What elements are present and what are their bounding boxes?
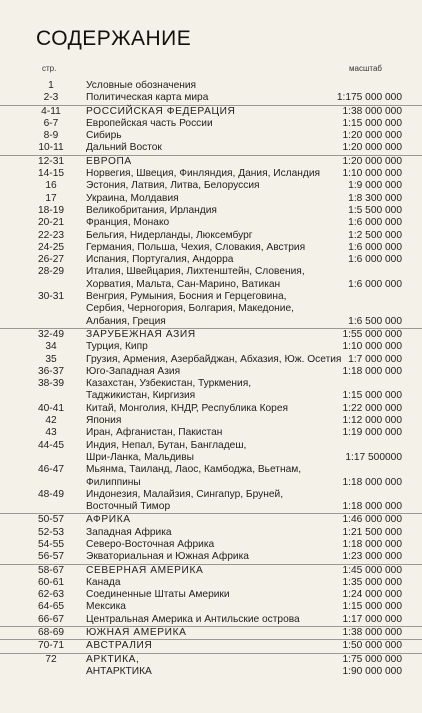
page-number: 22-23: [37, 229, 65, 241]
map-scale: 1:175 000 000: [336, 92, 402, 104]
page-number: 48-49: [37, 488, 65, 500]
page-number: 10-11: [38, 142, 64, 154]
map-scale: 1:15 000 000: [342, 390, 402, 402]
contents-row: [0, 577, 422, 589]
entry-title: РОССИЙСКАЯ ФЕДЕРАЦИЯ: [86, 105, 236, 117]
entry-title: АВСТРАЛИЯ: [86, 640, 153, 652]
page-number: 60-61: [37, 576, 65, 588]
entry-title: Индонезия, Малайзия, Сингапур, Бруней,: [86, 488, 284, 500]
map-scale: 1:35 000 000: [342, 576, 402, 588]
contents-row: [0, 118, 422, 130]
page-number: 20-21: [37, 217, 65, 229]
page-number: 8-9: [43, 130, 59, 142]
entry-title: Албания, Греция: [86, 315, 166, 327]
map-scale: 1:22 000 000: [342, 402, 402, 414]
entry-title: АРКТИКА,: [86, 653, 140, 665]
contents-row: [0, 242, 422, 254]
entry-title: Украина, Молдавия: [86, 192, 179, 204]
contents-row: [0, 589, 422, 601]
page-number: 50-57: [37, 514, 65, 526]
map-scale: 1:6 000 000: [348, 241, 402, 253]
contents-row: [0, 142, 422, 154]
entry-title: АНТАРКТИКА: [86, 665, 152, 677]
contents-row: [0, 539, 422, 551]
contents-row: [0, 316, 422, 328]
page-number: 16: [45, 180, 57, 192]
contents-row: [0, 551, 422, 563]
map-scale: 1:45 000 000: [342, 564, 402, 576]
entry-title: Центральная Америка и Антильские острова: [86, 613, 300, 625]
entry-title: СЕВЕРНАЯ АМЕРИКА: [86, 564, 204, 576]
entry-title: Восточный Тимор: [86, 501, 171, 513]
map-scale: 1:17 000 000: [342, 613, 402, 625]
contents-row: [0, 366, 422, 378]
map-scale: 1:38 000 000: [342, 105, 402, 117]
pages-column-header: стр.: [42, 64, 57, 73]
entry-title: Испания, Португалия, Андорра: [86, 254, 234, 266]
contents-row: [0, 230, 422, 242]
contents-row: [0, 279, 422, 291]
contents-row: [0, 477, 422, 489]
page-number: 56-57: [37, 551, 65, 563]
map-scale: 1:8 300 000: [348, 192, 402, 204]
contents-list: [0, 80, 422, 678]
contents-row: [0, 205, 422, 217]
entry-title: Дальний Восток: [86, 142, 162, 154]
page-number: 17: [45, 192, 57, 204]
entry-title: Казахстан, Узбекистан, Туркмения,: [86, 378, 252, 390]
map-scale: 1:20 000 000: [342, 142, 402, 154]
entry-title: Эстония, Латвия, Литва, Белоруссия: [86, 180, 260, 192]
page-number: 2-3: [43, 92, 59, 104]
contents-row: [0, 180, 422, 192]
entry-title: Япония: [86, 415, 122, 427]
contents-row: [0, 303, 422, 315]
contents-row: [0, 254, 422, 266]
entry-title: Норвегия, Швеция, Финляндия, Дания, Исландия: [86, 168, 321, 180]
map-scale: 1:46 000 000: [342, 514, 402, 526]
contents-row: [0, 489, 422, 501]
contents-row: [0, 403, 422, 415]
page-number: 58-67: [37, 564, 65, 576]
entry-title: АФРИКА: [86, 514, 131, 526]
page-number: 68-69: [37, 627, 65, 639]
contents-row: [0, 626, 422, 639]
page-number: 14-15: [37, 168, 65, 180]
contents-row: [0, 105, 422, 118]
map-scale: 1:21 500 000: [342, 526, 402, 538]
page-number: 24-25: [37, 241, 65, 253]
entry-title: Франция, Монако: [86, 217, 170, 229]
contents-row: [0, 639, 422, 652]
map-scale: 1:10 000 000: [342, 168, 402, 180]
map-scale: 1:19 000 000: [342, 427, 402, 439]
page-number: 40-41: [37, 402, 65, 414]
entry-title: Хорватия, Мальта, Сан-Марино, Ватикан: [86, 278, 281, 290]
contents-row: [0, 217, 422, 229]
map-scale: 1:24 000 000: [342, 589, 402, 601]
map-scale: 1:15 000 000: [342, 117, 402, 129]
map-scale: 1:12 000 000: [342, 415, 402, 427]
map-scale: 1:7 000 000: [348, 353, 402, 365]
contents-row: [0, 193, 422, 205]
page-number: 30-31: [37, 291, 65, 303]
entry-title: Сербия, Черногория, Болгария, Македоние,: [86, 303, 294, 315]
entry-title: Италия, Швейцария, Лихтенштейн, Словения,: [86, 266, 305, 278]
scale-column-header: масштаб: [349, 64, 382, 73]
page-number: 18-19: [37, 204, 65, 216]
map-scale: 1:15 000 000: [342, 601, 402, 613]
entry-title: Северо-Восточная Африка: [86, 538, 215, 550]
contents-row: [0, 354, 422, 366]
page-number: 35: [45, 353, 57, 365]
contents-row: [0, 601, 422, 613]
contents-row: [0, 614, 422, 626]
page-number: 34: [45, 341, 57, 353]
entry-title: ЮЖНАЯ АМЕРИКА: [86, 627, 187, 639]
entry-title: Западная Африка: [86, 526, 172, 538]
page-number: 36-37: [37, 365, 65, 377]
map-scale: 1:6 500 000: [348, 315, 402, 327]
contents-row: [0, 92, 422, 104]
entry-title: Юго-Западная Азия: [86, 365, 181, 377]
entry-title: Великобритания, Ирландия: [86, 204, 217, 216]
entry-title: Экваториальная и Южная Африка: [86, 551, 249, 563]
contents-row: [0, 390, 422, 402]
entry-title: Филиппины: [86, 476, 141, 488]
entry-title: Индия, Непал, Бутан, Бангладеш,: [86, 439, 247, 451]
page-number: 32-49: [37, 328, 65, 340]
entry-title: Бельгия, Нидерланды, Люксембург: [86, 229, 253, 241]
page-number: 70-71: [37, 640, 65, 652]
entry-title: ЗАРУБЕЖНАЯ АЗИЯ: [86, 328, 196, 340]
contents-row: [0, 328, 422, 341]
map-scale: 1:18 000 000: [342, 476, 402, 488]
map-scale: 1:6 000 000: [348, 254, 402, 266]
contents-row: [0, 415, 422, 427]
contents-row: [0, 155, 422, 168]
page-number: 4-11: [41, 105, 61, 117]
entry-title: Мьянма, Таиланд, Лаос, Камбоджа, Вьетнам,: [86, 464, 302, 476]
page-title: СОДЕРЖАНИЕ: [36, 27, 192, 50]
map-scale: 1:6 000 000: [348, 217, 402, 229]
entry-title: Политическая карта мира: [86, 92, 209, 104]
page-number: 28-29: [37, 266, 65, 278]
page-number: 12-31: [37, 155, 65, 167]
entry-title: Германия, Польша, Чехия, Словакия, Австрия: [86, 241, 306, 253]
map-scale: 1:23 000 000: [342, 551, 402, 563]
entry-title: Венгрия, Румыния, Босния и Герцеговина,: [86, 291, 287, 303]
map-scale: 1:18 000 000: [342, 501, 402, 513]
map-scale: 1:10 000 000: [342, 341, 402, 353]
entry-title: Соединенные Штаты Америки: [86, 589, 230, 601]
page-number: 54-55: [37, 538, 65, 550]
map-scale: 1:20 000 000: [342, 155, 402, 167]
contents-row: [0, 266, 422, 278]
contents-row: [0, 464, 422, 476]
map-scale: 1:20 000 000: [342, 130, 402, 142]
contents-row: [0, 130, 422, 142]
entry-title: Сибирь: [86, 130, 122, 142]
entry-title: Китай, Монголия, КНДР, Республика Корея: [86, 402, 289, 414]
contents-row: [0, 291, 422, 303]
map-scale: 1:17 500000: [345, 451, 402, 463]
entry-title: Турция, Кипр: [86, 341, 148, 353]
map-scale: 1:18 000 000: [342, 365, 402, 377]
map-scale: 1:90 000 000: [342, 665, 402, 677]
map-scale: 1:75 000 000: [342, 653, 402, 665]
page-number: 26-27: [37, 254, 65, 266]
map-scale: 1:9 000 000: [348, 180, 402, 192]
contents-row: [0, 513, 422, 526]
contents-row: [0, 80, 422, 92]
map-scale: 1:38 000 000: [342, 627, 402, 639]
entry-title: Иран, Афганистан, Пакистан: [86, 427, 223, 439]
contents-row: [0, 666, 422, 678]
contents-row: [0, 564, 422, 577]
page-number: 66-67: [37, 613, 65, 625]
contents-row: [0, 168, 422, 180]
entry-title: Таджикистан, Киргизия: [86, 390, 196, 402]
page-number: 72: [45, 653, 57, 665]
map-scale: 1:6 000 000: [348, 278, 402, 290]
entry-title: ЕВРОПА: [86, 155, 132, 167]
page-number: 1: [48, 80, 54, 91]
page-number: 43: [45, 427, 57, 439]
contents-row: [0, 440, 422, 452]
page-number: 64-65: [37, 601, 65, 613]
contents-row: [0, 653, 422, 666]
page-number: 44-45: [37, 439, 65, 451]
contents-row: [0, 501, 422, 513]
page-number: 38-39: [37, 378, 65, 390]
map-scale: 1:2 500 000: [348, 229, 402, 241]
map-scale: 1:50 000 000: [342, 640, 402, 652]
entry-title: Канада: [86, 576, 121, 588]
contents-row: [0, 341, 422, 353]
entry-title: Грузия, Армения, Азербайджан, Абхазия, Юж. Осетия: [86, 353, 342, 365]
map-scale: 1:5 500 000: [348, 204, 402, 216]
page-number: 52-53: [37, 526, 65, 538]
entry-title: Европейская часть России: [86, 117, 213, 129]
contents-row: [0, 452, 422, 464]
entry-title: Шри-Ланка, Мальдивы: [86, 451, 194, 463]
contents-row: [0, 427, 422, 439]
map-scale: 1:55 000 000: [342, 328, 402, 340]
page-number: 6-7: [43, 117, 59, 129]
page-number: 62-63: [37, 589, 65, 601]
entry-title: Условные обозначения: [86, 80, 197, 91]
page-number: 46-47: [37, 464, 65, 476]
contents-row: [0, 378, 422, 390]
map-scale: 1:18 000 000: [342, 538, 402, 550]
entry-title: Мексика: [86, 601, 126, 613]
contents-row: [0, 527, 422, 539]
page-number: 42: [45, 415, 57, 427]
